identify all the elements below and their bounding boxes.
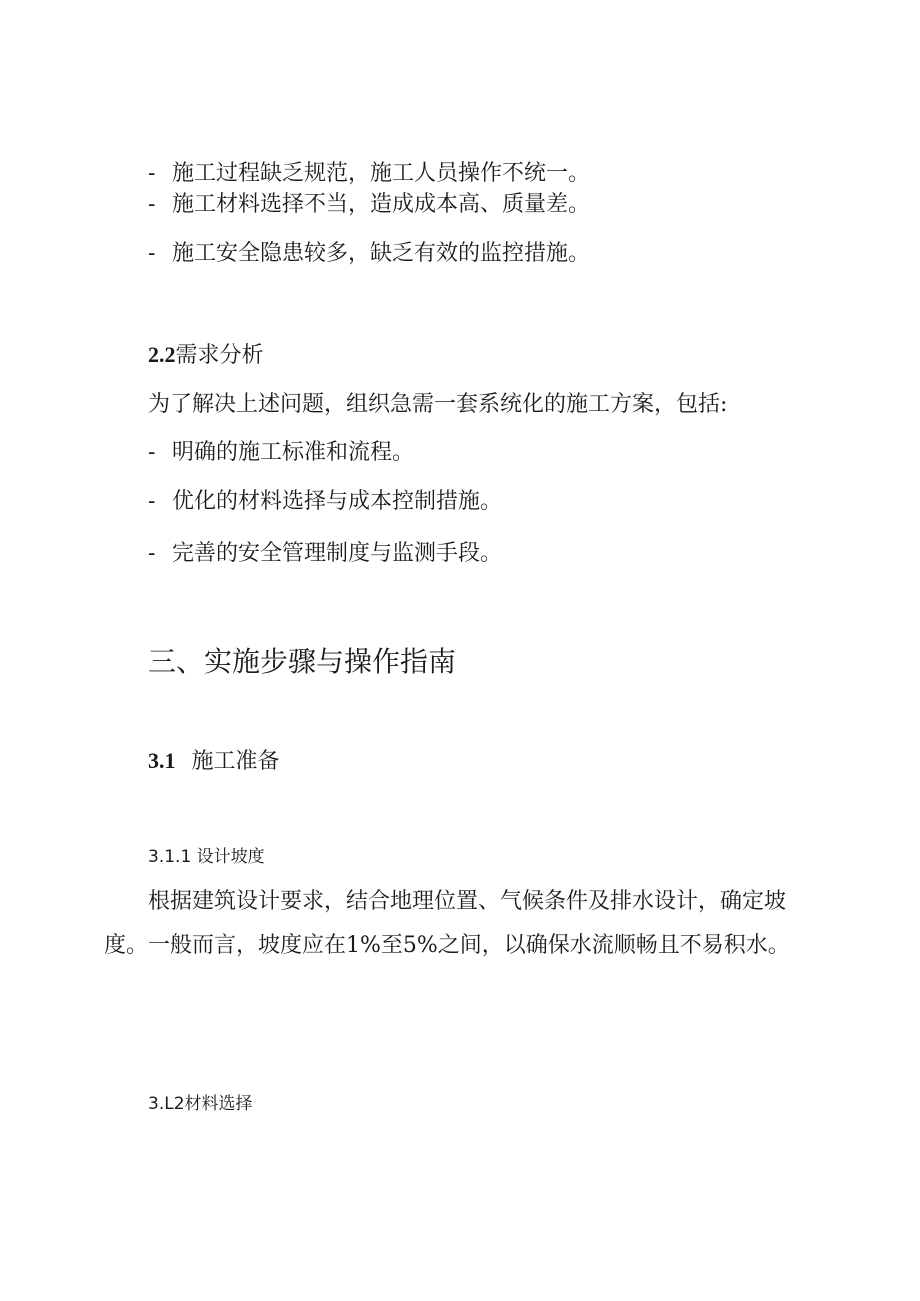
bullet-dash: -	[148, 440, 156, 465]
section-heading-3-1	[148, 746, 280, 777]
list-item	[148, 239, 590, 269]
subsection-heading-3-1-2: 3.L2材料选择	[148, 1094, 253, 1114]
list-item-text: 施工安全隐患较多，缺乏有效的监控措施。	[172, 241, 591, 266]
body-paragraph: 根据建筑设计要求，结合地理位置、气候条件及排水设计，确定坡度。一般而言，坡度应在1%至5%之间，以确保水流顺畅且不易积水。	[104, 889, 790, 958]
list-item	[148, 438, 414, 468]
section-number: 3.1	[148, 748, 176, 773]
list-item	[148, 159, 590, 189]
bullet-dash: -	[148, 489, 156, 514]
list-item	[148, 539, 502, 569]
list-item	[148, 487, 502, 517]
section-heading-2-2	[148, 340, 264, 371]
bullet-dash: -	[148, 241, 156, 266]
list-item-text: 明确的施工标准和流程。	[172, 440, 415, 465]
list-item	[148, 190, 590, 220]
list-item-text: 施工材料选择不当，造成成本高、质量差。	[172, 192, 591, 217]
list-item-text: 施工过程缺乏规范，施工人员操作不统一。	[172, 161, 591, 186]
chapter-heading: 三、实施步骤与操作指南	[148, 645, 457, 678]
subsection-heading-3-1-1: 3.1.1 设计坡度	[148, 847, 265, 867]
intro-paragraph: 为了解决上述问题，组织急需一套系统化的施工方案，包括:	[148, 392, 728, 417]
section-title: 需求分析	[175, 343, 264, 368]
bullet-dash: -	[148, 161, 156, 186]
section-title: 施工准备	[191, 749, 280, 774]
bullet-dash: -	[148, 192, 156, 217]
list-item-text: 优化的材料选择与成本控制措施。	[172, 489, 503, 514]
section-number: 2.2	[148, 342, 176, 367]
bullet-dash: -	[148, 541, 156, 566]
list-item-text: 完善的安全管理制度与监测手段。	[172, 541, 503, 566]
